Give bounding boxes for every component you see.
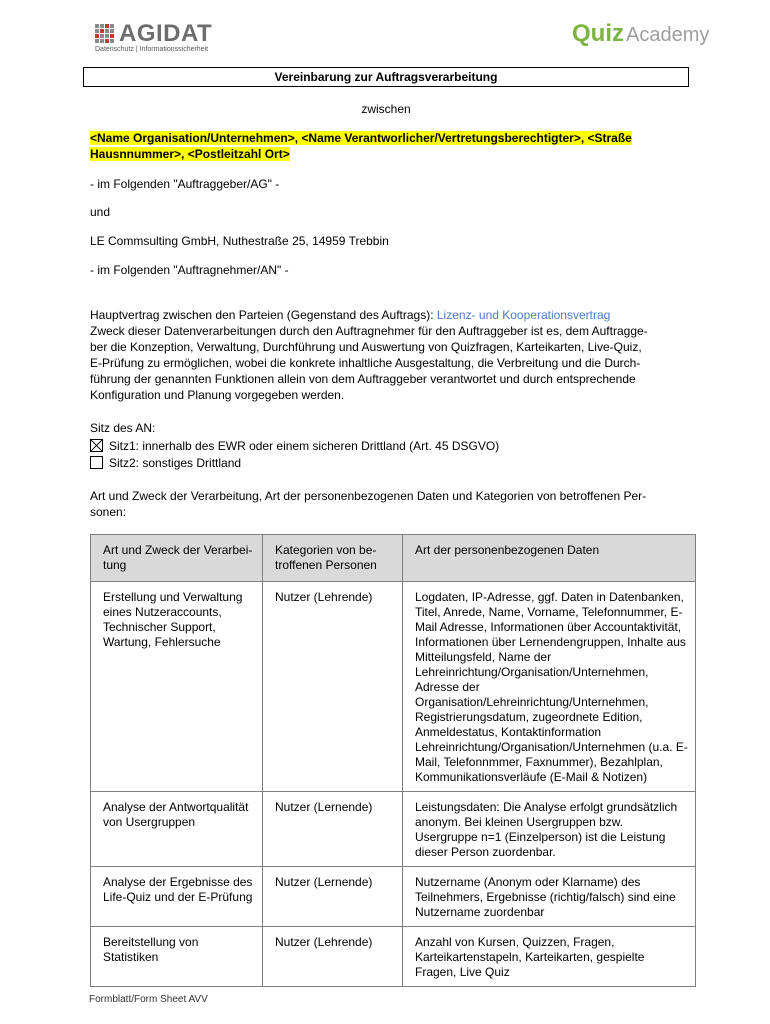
processing-intro-line: sonen: [90,505,127,519]
main-contract-label: Hauptvertrag zwischen den Parteien (Gegenstand des Auftrags): [90,308,437,322]
main-contract-link[interactable]: Lizenz- und Kooperationsvertrag [436,308,611,322]
quiz-academy-logo-academy: Academy [626,24,710,46]
seat-option-1 [90,438,499,454]
purpose-paragraph [90,323,700,403]
party2-role: - im Folgenden "Auftragnehmer/AN" - [90,263,289,277]
table-cell: Nutzer (Lernende) [263,867,403,927]
table-cell: Bereitstellung von Statistiken [91,927,263,987]
table-cell: Analyse der Antwortqualität von Usergruppen [91,792,263,867]
table-cell: Leistungsdaten: Die Analyse erfolgt grundsätzlich anonym. Bei kleinen Usergruppen bzw. Usergruppe n=1 (Einzelperson) ist die Leistung dieser Person zuordenbar. [403,792,696,867]
table-row [91,867,696,927]
purpose-line: führung der genannten Funktionen allein von dem Auftraggeber verantwortet und durch entsprechende [90,372,636,386]
checkbox-unchecked-icon[interactable] [90,456,103,469]
seat-option-2-label: Sitz2: sonstiges Drittland [109,456,242,470]
party2-name: LE Commsulting GmbH, Nuthestraße 25, 14959 Trebbin [90,234,389,248]
party1-placeholder-text: <Name Organisation/Unternehmen>, <Name Verantworlicher/Vertretungsberechtigter>, <Straße Hausnnummer>, <Postleitzahl Ort> [90,131,632,161]
document-title: Vereinbarung zur Auftragsverarbeitung [83,67,689,87]
between-text: zwischen [361,102,411,116]
table-cell: Erstellung und Verwaltung eines Nutzeraccounts, Technischer Support, Wartung, Fehlersuche [91,582,263,792]
table-cell: Logdaten, IP-Adresse, ggf. Daten in Datenbanken, Titel, Anrede, Name, Vorname, Telefonnummer, E-Mail Adresse, Informationen über Accountaktivität, Informationen über Lernendengruppen, Inhalte aus Mitteilungsfeld, Name der Lehreinrichtung/Organisation/Unternehmen, Adresse der Organisation/Lehreinrichtung/Unternehmen, Registrierungsdatum, zugeordnete Edition, Anmeldestatus, Kontaktinformation Lehreinrichtung/Organisation/Unternehmen (u.a. E-Mail, Telefonnmmer, Faxnummer), Bezahlplan, Kommunikationsverläufe (E-Mail & Notizen) [403,582,696,792]
table-row [91,927,696,987]
table-cell: Nutzer (Lehrende) [263,927,403,987]
party1-placeholder [90,130,690,162]
table-cell: Nutzer (Lehrende) [263,582,403,792]
table-header-purpose: Art und Zweck der Verarbei- tung [91,535,263,582]
purpose-line: E-Prüfung zu ermöglichen, wobei die konkrete inhaltliche Ausgestaltung, die Verbreitung und die Durch- [90,356,641,370]
table-header-data-types: Art der personenbezogenen Daten [403,535,696,582]
seat-option-2 [90,455,241,471]
processing-intro-line: Art und Zweck der Verarbeitung, Art der personenbezogenen Daten und Kategorien von betroffenen Per- [90,489,647,503]
table-header-categories: Kategorien von be- troffenen Personen [263,535,403,582]
party1-role: - im Folgenden "Auftraggeber/AG" - [90,177,280,191]
agidat-logo-name: AGIDAT [119,20,213,47]
agidat-mark-icon [95,24,115,44]
seat-option-1-label: Sitz1: innerhalb des EWR oder einem sicheren Drittland (Art. 45 DSGVO) [109,439,500,453]
table-row [91,582,696,792]
quiz-academy-logo-quiz: Quiz [572,20,624,47]
main-contract [90,307,700,323]
processing-table [90,534,696,987]
processing-intro [90,488,700,520]
seat-label: Sitz des AN: [90,421,156,435]
table-header-row [91,535,696,582]
agidat-logo-subtitle: Datenschutz | Informationssicherheit [95,46,209,53]
table-row [91,792,696,867]
purpose-line: Konfiguration und Planung vorgegeben werden. [90,388,345,402]
table-cell: Anzahl von Kursen, Quizzen, Fragen, Karteikartenstapeln, Karteikarten, gespielte Fragen, Live Quiz [403,927,696,987]
and-text: und [90,205,111,219]
purpose-line: ber die Konzeption, Verwaltung, Durchführung und Auswertung von Quizfragen, Karteikarten, Live-Quiz, [90,340,642,354]
table-cell: Analyse der Ergebnisse des Life-Quiz und der E-Prüfung [91,867,263,927]
purpose-line: Zweck dieser Datenverarbeitungen durch den Auftragnehmer für den Auftraggeber ist es, dem Auftragge- [90,324,648,338]
table-cell: Nutzer (Lernende) [263,792,403,867]
table-cell: Nutzername (Anonym oder Klarname) des Teilnehmers, Ergebnisse (richtig/falsch) sind eine Nutzername zuordenbar [403,867,696,927]
quiz-academy-logo [572,20,709,50]
checkbox-checked-icon[interactable] [90,439,103,452]
footer-text: Formblatt/Form Sheet AVV [89,994,208,1005]
agidat-logo [95,22,235,58]
